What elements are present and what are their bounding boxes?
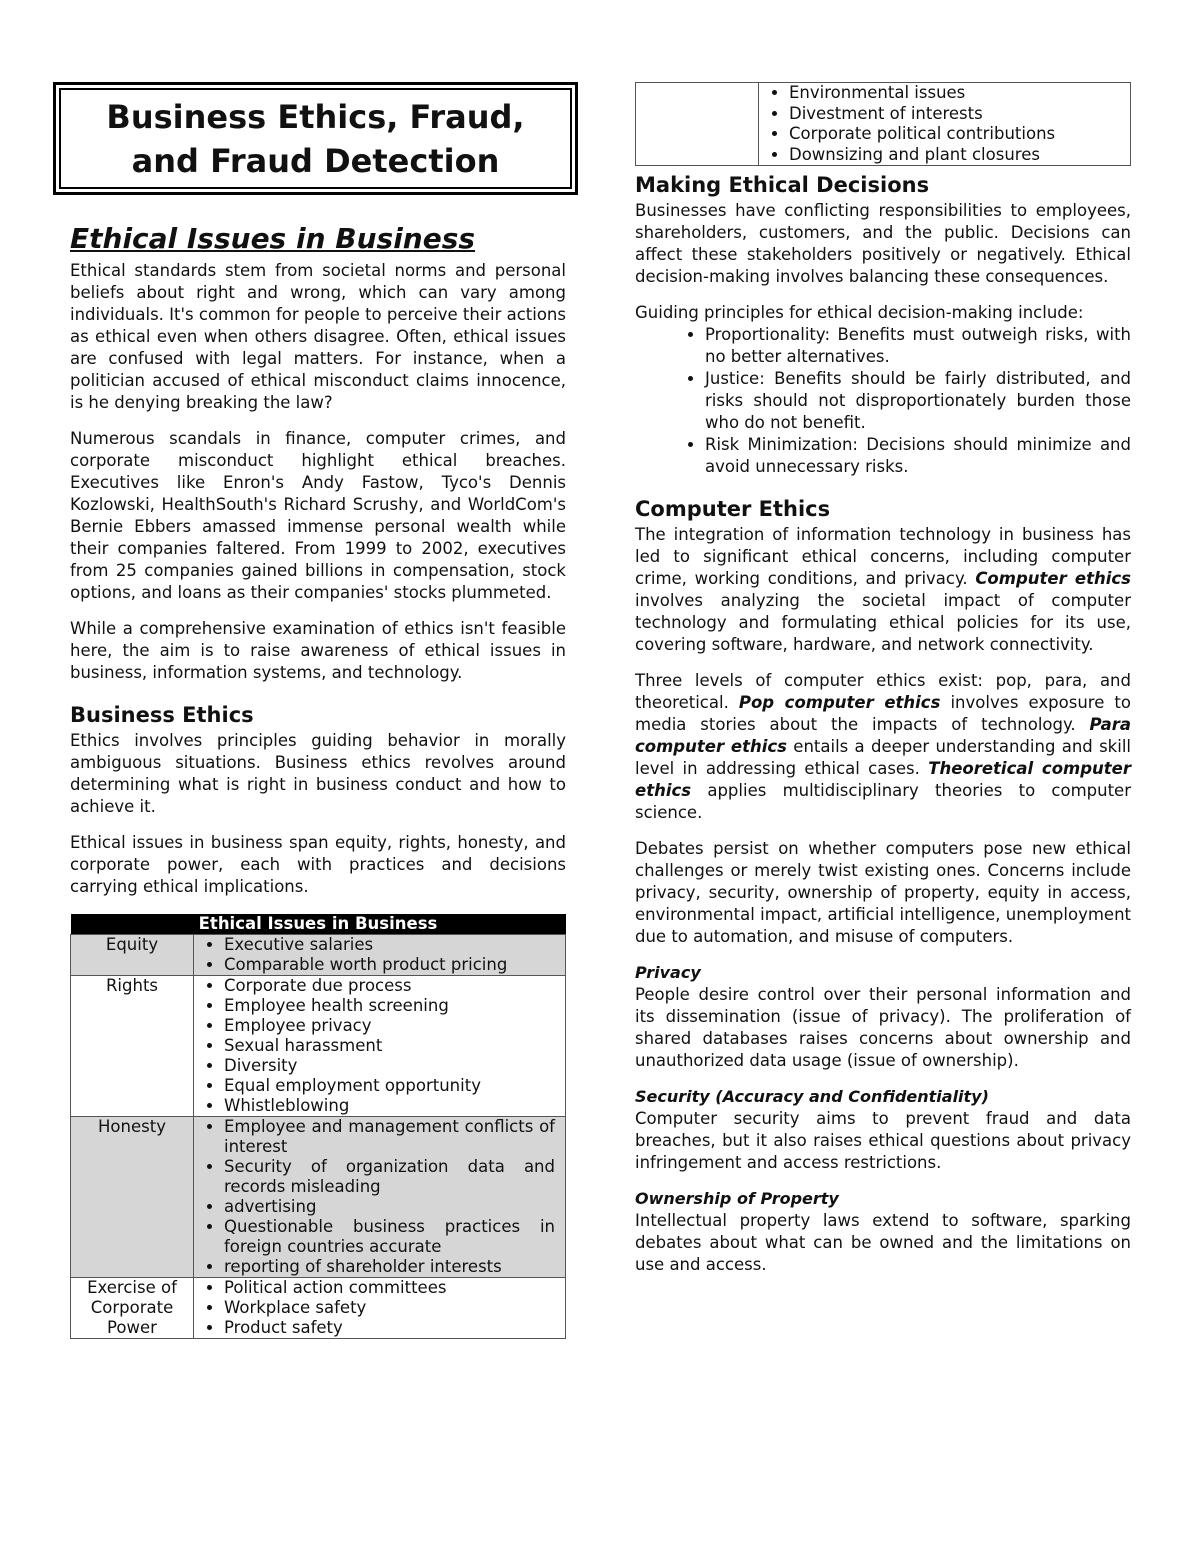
list-item: • Sexual harassment	[224, 1036, 555, 1056]
decisions-paragraph-2: Guiding principles for ethical decision-making include:	[635, 303, 1084, 322]
list-item: • advertising	[224, 1197, 555, 1217]
computer-ethics-paragraph-3: Debates persist on whether computers pose new ethical challenges or merely twist existing ones. Concerns include privacy, security, ownership of property, equity in access, environmental impact, artificial intelligence, unemployment due to automation, and misuse of computers.	[635, 839, 1131, 946]
ethical-issues-table	[70, 914, 566, 1339]
table-items	[194, 935, 566, 976]
list-item: • Justice: Benefits should be fairly distributed, and risks should not disproportionately burden those who do not benefit.	[705, 368, 1131, 434]
document-title: Business Ethics, Fraud, and Fraud Detection	[59, 88, 572, 189]
subheading-privacy: Privacy	[635, 963, 701, 982]
list-item: • Equal employment opportunity	[224, 1076, 555, 1096]
table-row	[71, 976, 566, 1117]
ownership-paragraph: Intellectual property laws extend to software, sparking debates about what can be owned and the limitations on use and access.	[635, 1211, 1131, 1274]
table-category: Exercise of Corporate Power	[71, 1278, 194, 1339]
list-item: • Diversity	[224, 1056, 555, 1076]
list-item: • Environmental issues	[789, 83, 1120, 104]
intro-paragraph-2: Numerous scandals in finance, computer crimes, and corporate misconduct highlight ethical breaches. Executives like Enron's Andy Fastow, Tyco's Dennis Kozlowski, HealthSouth's Richard Scrushy, and WorldCom's Bernie Ebbers amassed immense personal wealth while their companies faltered. From 1999 to 2002, executives from 25 companies gained billions in compensation, stock options, and loans as their companies' stocks plummeted.	[70, 429, 566, 602]
section-heading-ethical-issues: Ethical Issues in Business	[70, 222, 476, 255]
term-para-computer-ethics: Para computer ethics	[635, 715, 1131, 756]
computer-ethics-paragraph-2: Three levels of computer ethics exist: pop, para, and theoretical. Pop computer ethics involves exposure to media stories about the impacts of technology. Para computer ethics entails a deeper understanding and skill level in addressing ethical cases. Theoretical computer ethics applies multidisciplinary theories to computer science.	[635, 671, 1132, 822]
list-item: • Political action committees	[224, 1278, 555, 1298]
list-item: • Security of organization data and records misleading	[224, 1157, 555, 1197]
table-row	[71, 935, 566, 976]
term-theoretical-computer-ethics: Theoretical computer ethics	[635, 759, 1132, 800]
table-items	[194, 976, 566, 1117]
list-item: • Comparable worth product pricing	[224, 955, 555, 975]
table-category: Honesty	[71, 1117, 194, 1278]
subheading-security: Security (Accuracy and Confidentiality)	[635, 1087, 989, 1106]
list-item: • Employee health screening	[224, 996, 555, 1016]
list-item: • Workplace safety	[224, 1298, 555, 1318]
section-heading-computer-ethics: Computer Ethics	[635, 497, 831, 521]
table-items	[194, 1278, 566, 1339]
intro-paragraph-1: Ethical standards stem from societal norms and personal beliefs about right and wrong, which can vary among individuals. It's common for people to perceive their actions as ethical even when others disagree. Often, ethical issues are confused with legal matters. For instance, when a politician accused of ethical misconduct claims innocence, is he denying breaking the law?	[70, 261, 566, 412]
list-item: • Employee and management conflicts of interest	[224, 1117, 555, 1157]
ethical-issues-table-continued	[635, 82, 1131, 166]
term-pop-computer-ethics: Pop computer ethics	[738, 693, 941, 712]
list-item: • reporting of shareholder interests	[224, 1257, 555, 1277]
table-caption: Ethical Issues in Business	[71, 914, 566, 935]
business-ethics-paragraph-2: Ethical issues in business span equity, rights, honesty, and corporate power, each with practices and decisions carrying ethical implications.	[70, 833, 566, 896]
left-column	[70, 222, 566, 1339]
business-ethics-paragraph-1: Ethics involves principles guiding behavior in morally ambiguous situations. Business ethics revolves around determining what is right in business conduct and how to achieve it.	[70, 731, 566, 816]
term-computer-ethics: Computer ethics	[975, 569, 1131, 588]
list-item: • Corporate political contributions	[789, 124, 1120, 145]
list-item: • Divestment of interests	[789, 104, 1120, 125]
table-row	[71, 1117, 566, 1278]
list-item: • Corporate due process	[224, 976, 555, 996]
list-item: • Questionable business practices in foreign countries accurate	[224, 1217, 555, 1257]
table-items	[194, 1117, 566, 1278]
right-column	[635, 82, 1131, 1290]
section-heading-business-ethics: Business Ethics	[70, 703, 254, 727]
table-row	[636, 83, 1131, 166]
list-item: • Employee privacy	[224, 1016, 555, 1036]
list-item: • Executive salaries	[224, 935, 555, 955]
security-paragraph: Computer security aims to prevent fraud and data breaches, but it also raises ethical questions about privacy infringement and access restrictions.	[635, 1109, 1131, 1172]
list-item: • Whistleblowing	[224, 1096, 555, 1116]
table-category: Equity	[71, 935, 194, 976]
privacy-paragraph: People desire control over their personal information and its dissemination (issue of privacy). The proliferation of shared databases raises concerns about ownership and unauthorized data usage (issue of ownership).	[635, 985, 1131, 1070]
table-category: Rights	[71, 976, 194, 1117]
list-item: • Proportionality: Benefits must outweigh risks, with no better alternatives.	[705, 324, 1131, 368]
decisions-paragraph-1: Businesses have conflicting responsibilities to employees, shareholders, customers, and the public. Decisions can affect these stakeholders positively or negatively. Ethical decision-making involves balancing these consequences.	[635, 201, 1131, 286]
computer-ethics-paragraph-1: The integration of information technology in business has led to significant ethical concerns, including computer crime, working conditions, and privacy. Computer ethics involves analyzing the societal impact of computer technology and formulating ethical policies for its use, covering software, hardware, and network connectivity.	[635, 525, 1131, 654]
table-row	[71, 1278, 566, 1339]
subheading-ownership: Ownership of Property	[635, 1189, 839, 1208]
table-items	[759, 83, 1131, 166]
list-item: • Product safety	[224, 1318, 555, 1338]
principles-list	[635, 324, 1131, 478]
intro-paragraph-3: While a comprehensive examination of ethics isn't feasible here, the aim is to raise awareness of ethical issues in business, information systems, and technology.	[70, 619, 566, 682]
list-item: • Risk Minimization: Decisions should minimize and avoid unnecessary risks.	[705, 434, 1131, 478]
table-category-empty	[636, 83, 759, 166]
list-item: • Downsizing and plant closures	[789, 145, 1120, 166]
section-heading-ethical-decisions: Making Ethical Decisions	[635, 173, 930, 197]
title-frame	[53, 82, 578, 195]
